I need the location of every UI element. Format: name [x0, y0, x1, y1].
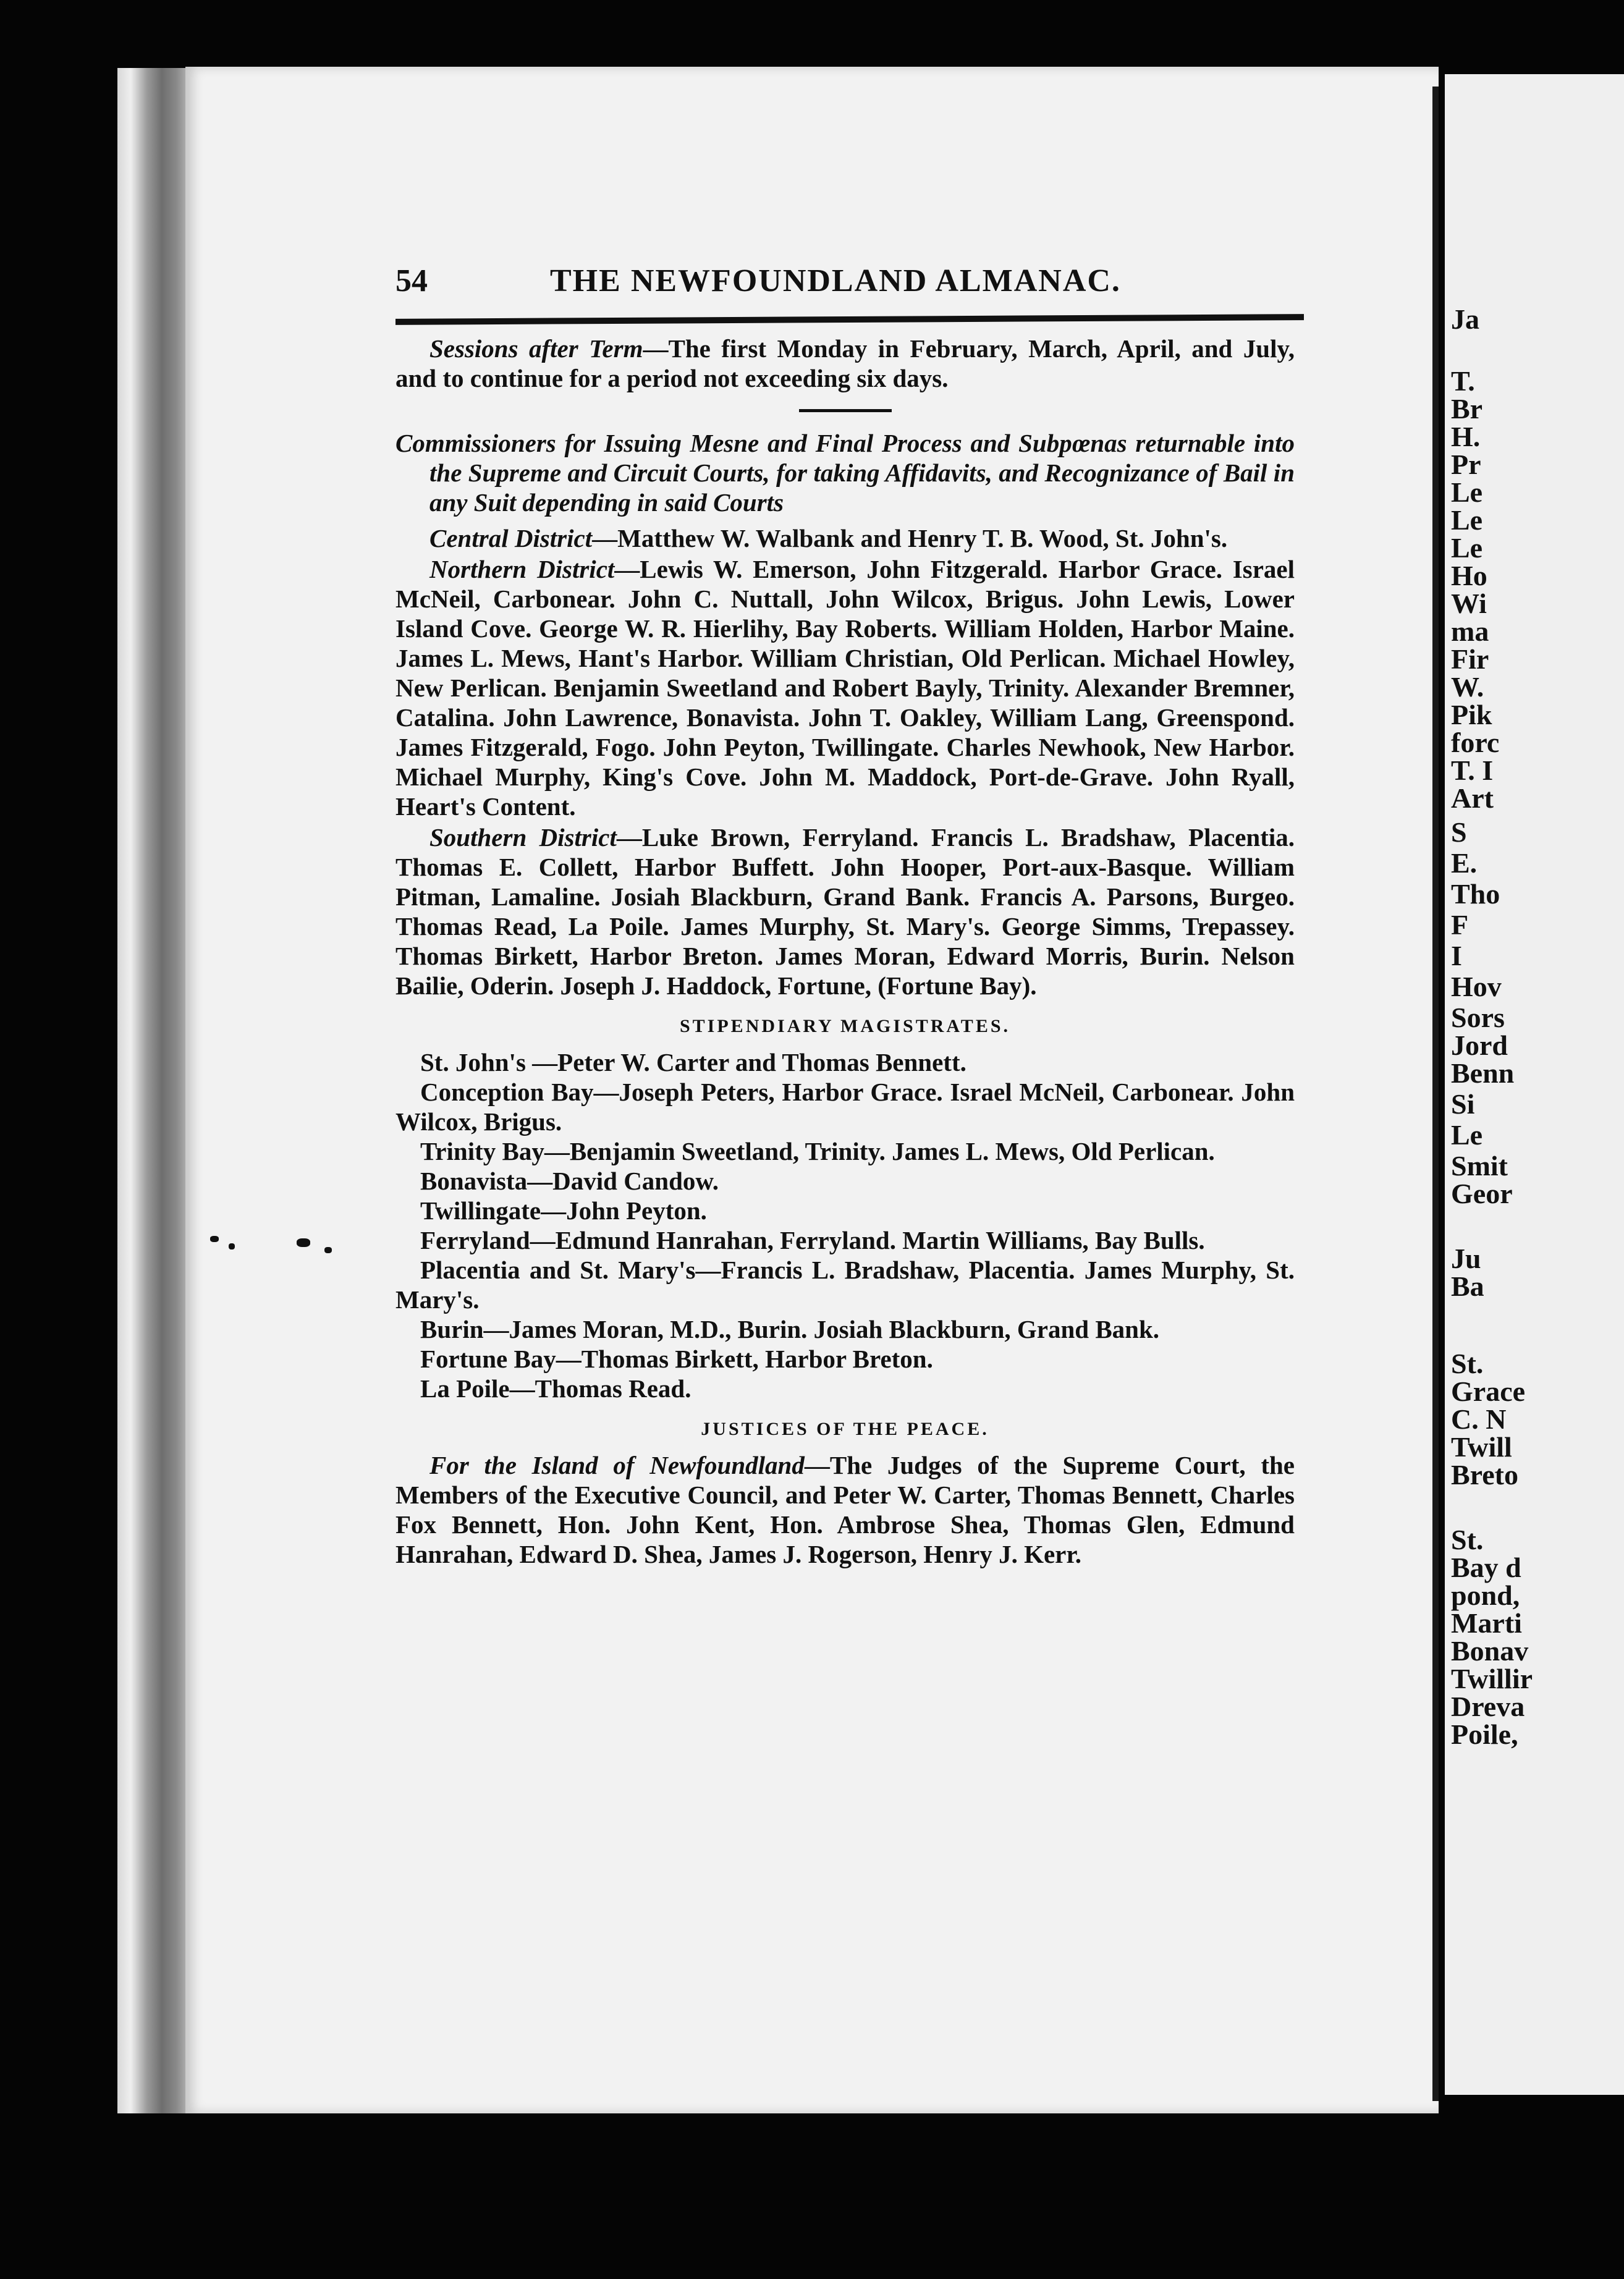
southern-district-paragraph	[395, 822, 1295, 1000]
magistrate-entry: Trinity Bay—Benjamin Sweetland, Trinity. James L. Mews, Old Perlican.	[420, 1137, 1215, 1165]
sessions-text: —The first Monday in February, March, April, and July, and to continue for a period not exceeding six days.	[395, 334, 1295, 392]
adjacent-page-text: Sors	[1451, 1002, 1505, 1033]
central-district-text: —Matthew W. Walbank and Henry T. B. Wood, St. John's.	[592, 524, 1228, 552]
northern-district-text: —Lewis W. Emerson, John Fitzgerald. Harbor Grace. Israel McNeil, Carbonear. John C. Nuttall, John Wilcox, Brigus. John Lewis, Lower Island Cove. George W. R. Hierlihy, Bay Roberts. William Holden, Harbor Maine. James L. Mews, Hant's Harbor. William Christian, Old Perlican. Michael Howley, New Perlican. Benjamin Sweetland and Robert Bayly, Trinity. Alexander Bremner, Catalina. John Lawrence, Bonavista. John T. Oakley, William Lang, Greenspond. James Fitzgerald, Fogo. John Peyton, Twillingate. Charles Newhook, New Harbor. Michael Murphy, King's Cove. John M. Maddock, Port-de-Grave. John Ryall, Heart's Content.	[395, 555, 1295, 821]
southern-district-text: —Luke Brown, Ferryland. Francis L. Bradshaw, Placentia. Thomas E. Collett, Harbor Buffett. John Hooper, Port-aux-Basque. William Pitman, Lamaline. Josiah Blackburn, Grand Bank. Francis A. Parsons, Burgeo. Thomas Read, La Poile. James Murphy, St. Mary's. George Simms, Trepassey. Thomas Birkett, Harbor Breton. James Moran, Edward Morris, Burin. Nelson Bailie, Oderin. Joseph J. Haddock, Fortune, (Fortune Bay).	[395, 823, 1295, 1000]
adjacent-page-text: Grace	[1451, 1376, 1526, 1407]
running-title: THE NEWFOUNDLAND ALMANAC.	[550, 263, 1121, 298]
magistrate-entry: Ferryland—Edmund Hanrahan, Ferryland. Martin Williams, Bay Bulls.	[420, 1226, 1205, 1254]
sessions-paragraph	[395, 334, 1295, 393]
adjacent-page-text: Art	[1451, 782, 1494, 814]
ink-blot	[324, 1247, 332, 1253]
stipendiary-heading: STIPENDIARY MAGISTRATES.	[679, 1016, 1011, 1036]
adjacent-page-text: Geor	[1451, 1178, 1513, 1209]
adjacent-page-text: F	[1451, 909, 1469, 941]
adjacent-page-text: Br	[1451, 393, 1483, 425]
adjacent-page-text: Le	[1451, 476, 1483, 508]
central-district-label: Central District	[429, 524, 593, 552]
adjacent-page-text: T.	[1451, 365, 1475, 397]
adjacent-page-text: I	[1451, 940, 1462, 971]
adjacent-page-text: Ba	[1451, 1271, 1484, 1302]
page-body	[395, 334, 1295, 1570]
book-spine-edge	[117, 68, 192, 2113]
adjacent-page-text: Pik	[1451, 699, 1492, 730]
ink-blot	[229, 1243, 235, 1249]
adjacent-page-text: Le	[1451, 504, 1483, 536]
central-district-paragraph	[395, 523, 1295, 553]
adjacent-page-fragment	[1445, 74, 1624, 2095]
adjacent-page-text: Smit	[1451, 1150, 1508, 1182]
magistrate-entry: Burin—James Moran, M.D., Burin. Josiah Blackburn, Grand Bank.	[420, 1315, 1160, 1343]
adjacent-page-text: Breto	[1451, 1459, 1519, 1490]
adjacent-page-text: Wi	[1451, 588, 1487, 619]
adjacent-page-text: St.	[1451, 1524, 1484, 1555]
adjacent-page-text: Fir	[1451, 643, 1489, 675]
magistrate-entry: Conception Bay—Joseph Peters, Harbor Grace. Israel McNeil, Carbonear. John Wilcox, Brigus.	[395, 1078, 1295, 1136]
adjacent-page-text: H.	[1451, 421, 1481, 452]
page-number: 54	[395, 263, 428, 298]
northern-district-label: Northern District	[429, 555, 615, 583]
adjacent-page-text: Tho	[1451, 878, 1500, 910]
northern-district-paragraph	[395, 554, 1295, 821]
magistrate-entry: Placentia and St. Mary's—Francis L. Bradshaw, Placentia. James Murphy, St. Mary's.	[395, 1256, 1295, 1314]
adjacent-page-text: Dreva	[1451, 1691, 1525, 1722]
magistrate-entry: Twillingate—John Peyton.	[420, 1196, 707, 1225]
adjacent-page-text: ma	[1451, 615, 1489, 647]
justices-label: For the Island of Newfoundland	[429, 1451, 805, 1479]
adjacent-page-text: C. N	[1451, 1403, 1507, 1435]
adjacent-page-text: Marti	[1451, 1607, 1522, 1639]
adjacent-page-text: forc	[1451, 727, 1500, 758]
adjacent-page-text: Twillir	[1451, 1663, 1533, 1694]
adjacent-page-text: Pr	[1451, 449, 1481, 480]
sessions-label: Sessions after Term	[429, 334, 643, 363]
page-header	[395, 263, 1304, 306]
adjacent-page-text: Le	[1451, 1119, 1483, 1151]
commissioners-heading: Commissioners for Issuing Mesne and Final Process and Subpœnas returnable into the Supreme and Circuit Courts, for taking Affidavits, and Recognizance of Bail in any Suit depending in said Courts	[395, 429, 1295, 517]
adjacent-page-text: S	[1451, 816, 1467, 848]
adjacent-page-text: Le	[1451, 532, 1483, 564]
adjacent-page-text: Si	[1451, 1088, 1475, 1120]
adjacent-page-text: pond,	[1451, 1579, 1520, 1611]
adjacent-page-text: W.	[1451, 671, 1484, 703]
section-divider	[799, 409, 892, 412]
ink-blot	[297, 1238, 310, 1247]
magistrate-entry: Fortune Bay—Thomas Birkett, Harbor Breton.	[420, 1345, 933, 1373]
adjacent-page-text: Ju	[1451, 1243, 1481, 1274]
adjacent-page-text: Jord	[1451, 1030, 1508, 1061]
adjacent-page-text: Twill	[1451, 1431, 1512, 1463]
magistrate-entry: La Poile—Thomas Read.	[420, 1374, 691, 1403]
adjacent-page-text: Bonav	[1451, 1635, 1529, 1667]
southern-district-label: Southern District	[429, 823, 617, 852]
magistrate-entry: Bonavista—David Candow.	[420, 1167, 719, 1195]
adjacent-page-text: T. I	[1451, 755, 1494, 786]
adjacent-page-text: Poile,	[1451, 1719, 1518, 1750]
ink-blot	[210, 1236, 219, 1242]
magistrate-entry: St. John's —Peter W. Carter and Thomas Bennett.	[420, 1048, 966, 1076]
justices-paragraph	[395, 1450, 1295, 1569]
justices-heading: JUSTICES OF THE PEACE.	[701, 1419, 989, 1439]
page-edge-shadow	[1432, 87, 1439, 2101]
adjacent-page-text: Hov	[1451, 971, 1502, 1002]
adjacent-page-text: Bay d	[1451, 1552, 1521, 1583]
adjacent-page-text: Ho	[1451, 560, 1487, 591]
adjacent-page-text: Ja	[1451, 303, 1479, 335]
adjacent-page-text: Benn	[1451, 1057, 1515, 1089]
adjacent-page-text: E.	[1451, 847, 1478, 879]
justices-text: —The Judges of the Supreme Court, the Members of the Executive Council, and Peter W. Carter, Thomas Bennett, Charles Fox Bennett, Hon. John Kent, Hon. Ambrose Shea, Thomas Glen, Edmund Hanrahan, Edward D. Shea, James J. Rogerson, Henry J. Kerr.	[395, 1451, 1295, 1568]
adjacent-page-text: St.	[1451, 1348, 1484, 1379]
